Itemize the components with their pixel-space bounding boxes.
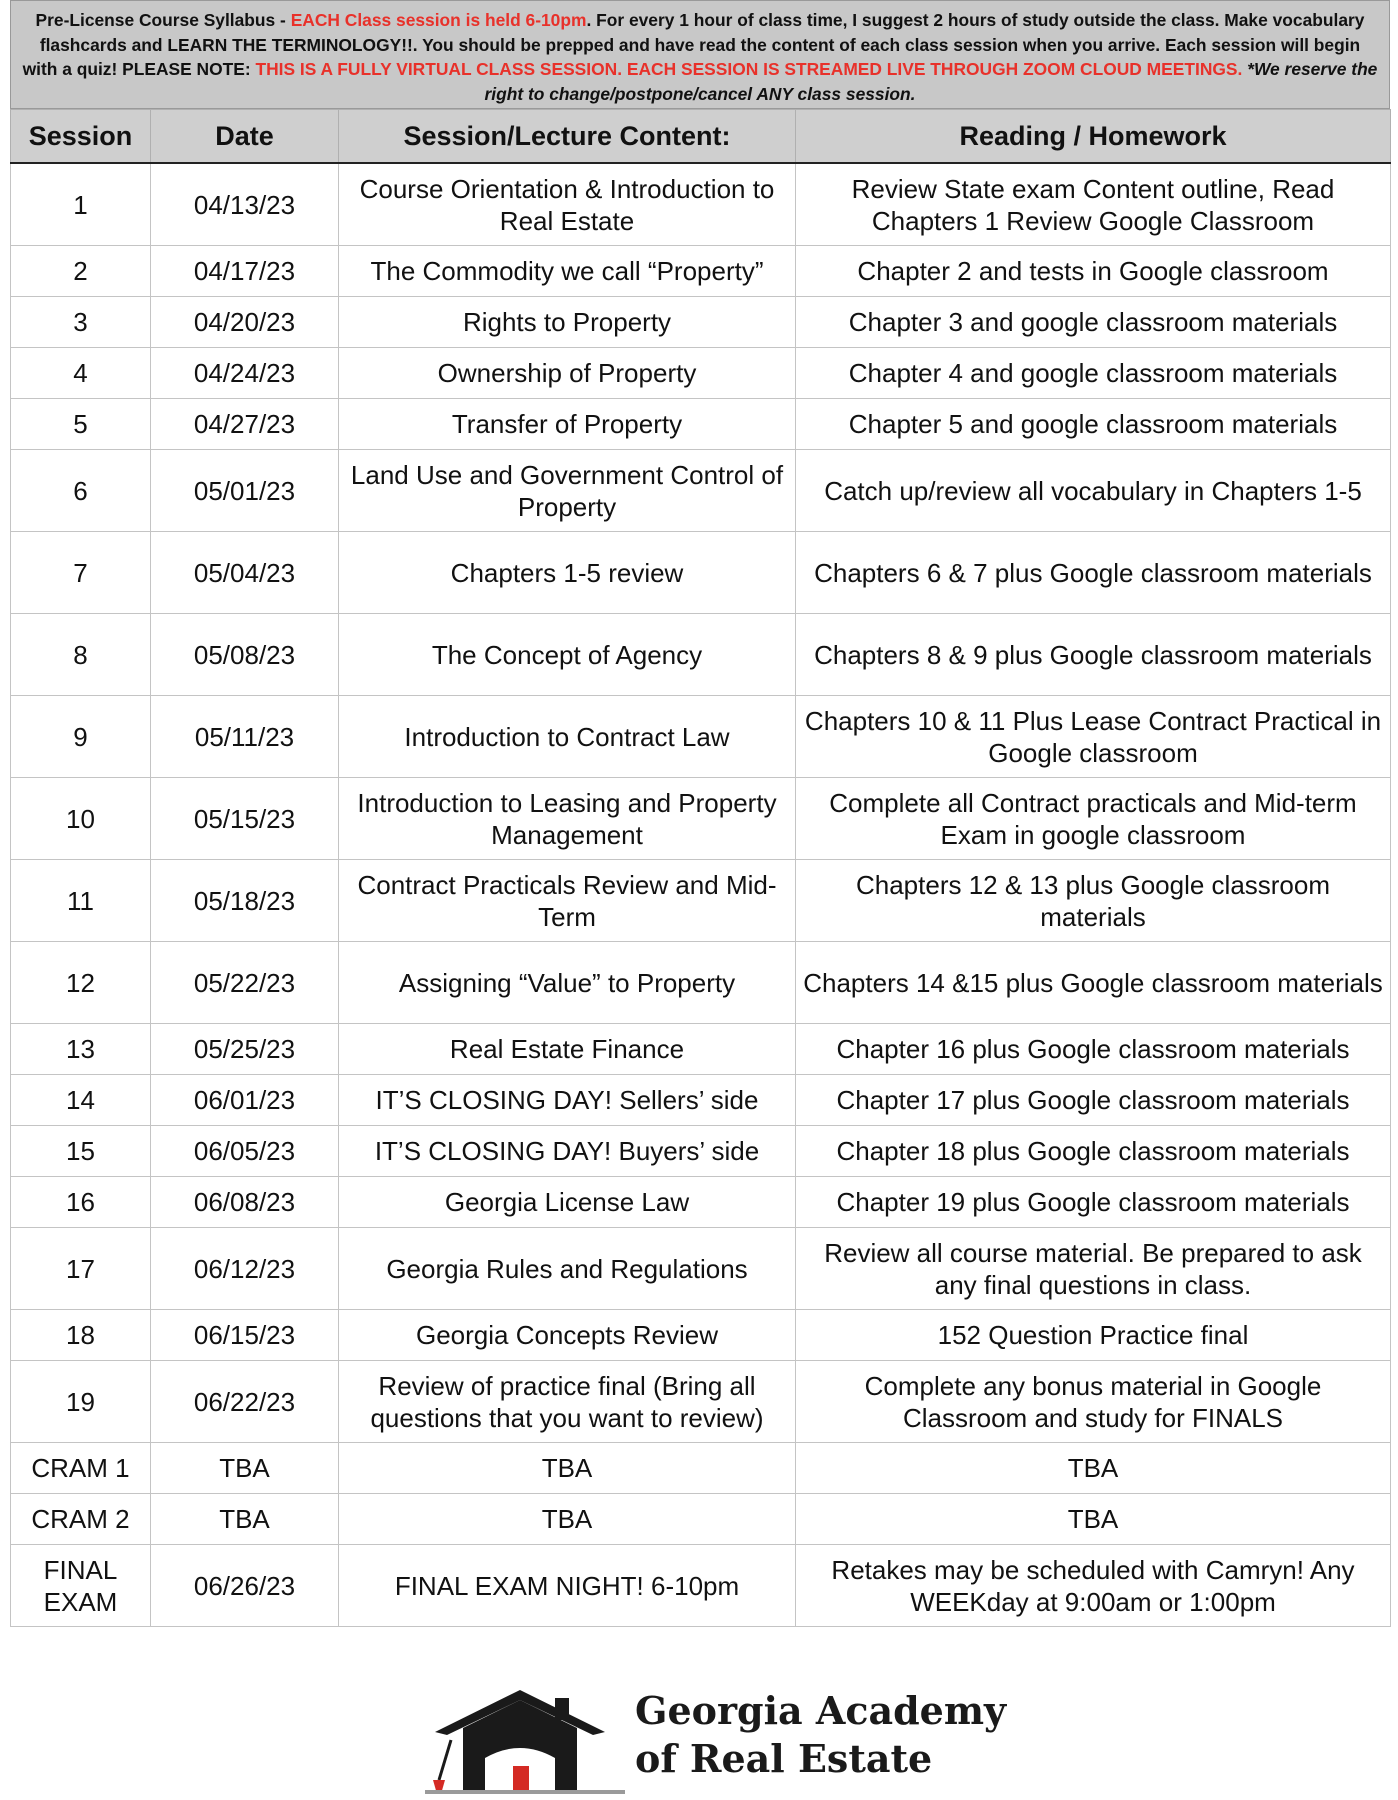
table-header-row [11,110,1391,164]
session-cell: 10 [11,778,151,860]
content-cell: TBA [339,1443,796,1494]
column-header-date: Date [151,110,339,164]
table-row [11,1310,1391,1361]
table-row [11,246,1391,297]
homework-cell: Chapter 17 plus Google classroom materials [796,1075,1391,1126]
header-disclaimer: *We reserve the right to change/postpone/cancel ANY class session. [484,59,1378,104]
table-row [11,1361,1391,1443]
date-cell: 05/08/23 [151,614,339,696]
table-row [11,532,1391,614]
logo-text-line1: Georgia Academy [635,1688,1007,1733]
column-header-session: Session [11,110,151,164]
column-header-content: Session/Lecture Content: [339,110,796,164]
table-row [11,1177,1391,1228]
syllabus-sheet [10,0,1390,1627]
syllabus-table [10,109,1391,1627]
content-cell: Review of practice final (Bring all questions that you want to review) [339,1361,796,1443]
date-cell: 06/05/23 [151,1126,339,1177]
homework-cell: Chapters 12 & 13 plus Google classroom materials [796,860,1391,942]
session-cell: CRAM 1 [11,1443,151,1494]
date-cell: 05/15/23 [151,778,339,860]
table-row [11,1494,1391,1545]
homework-cell: Chapters 6 & 7 plus Google classroom materials [796,532,1391,614]
date-cell: 04/27/23 [151,399,339,450]
header-intro: Pre-License Course Syllabus - [35,10,291,30]
date-cell: 06/22/23 [151,1361,339,1443]
date-cell: 06/01/23 [151,1075,339,1126]
content-cell: Georgia Concepts Review [339,1310,796,1361]
session-cell: 15 [11,1126,151,1177]
date-cell: 04/17/23 [151,246,339,297]
homework-cell: Chapter 18 plus Google classroom materials [796,1126,1391,1177]
content-cell: Land Use and Government Control of Property [339,450,796,532]
session-cell: 19 [11,1361,151,1443]
homework-cell: Chapter 16 plus Google classroom materials [796,1024,1391,1075]
session-cell: 11 [11,860,151,942]
date-cell: 04/20/23 [151,297,339,348]
content-cell: Introduction to Contract Law [339,696,796,778]
homework-cell: Chapters 10 & 11 Plus Lease Contract Practical in Google classroom [796,696,1391,778]
content-cell: The Commodity we call “Property” [339,246,796,297]
content-cell: Georgia Rules and Regulations [339,1228,796,1310]
table-row [11,163,1391,246]
table-row [11,1545,1391,1627]
session-cell: 12 [11,942,151,1024]
content-cell: TBA [339,1494,796,1545]
session-cell: 2 [11,246,151,297]
table-row [11,942,1391,1024]
homework-cell: Catch up/review all vocabulary in Chapters 1-5 [796,450,1391,532]
homework-cell: Chapter 3 and google classroom materials [796,297,1391,348]
homework-cell: Retakes may be scheduled with Camryn! Any WEEKday at 9:00am or 1:00pm [796,1545,1391,1627]
table-row [11,1126,1391,1177]
syllabus-header-note [10,0,1390,109]
house-graduation-cap-icon [425,1688,625,1798]
date-cell: TBA [151,1494,339,1545]
content-cell: Assigning “Value” to Property [339,942,796,1024]
date-cell: 05/11/23 [151,696,339,778]
logo-text-line2: of Real Estate [635,1736,933,1781]
date-cell: 04/13/23 [151,163,339,246]
session-cell: 17 [11,1228,151,1310]
table-row [11,696,1391,778]
homework-cell: Complete all Contract practicals and Mid-term Exam in google classroom [796,778,1391,860]
content-cell: The Concept of Agency [339,614,796,696]
column-header-homework: Reading / Homework [796,110,1391,164]
session-cell: CRAM 2 [11,1494,151,1545]
date-cell: 05/18/23 [151,860,339,942]
session-cell: 3 [11,297,151,348]
content-cell: Real Estate Finance [339,1024,796,1075]
session-cell: 13 [11,1024,151,1075]
content-cell: Rights to Property [339,297,796,348]
homework-cell: TBA [796,1494,1391,1545]
homework-cell: Chapters 8 & 9 plus Google classroom materials [796,614,1391,696]
date-cell: 05/01/23 [151,450,339,532]
session-cell: 9 [11,696,151,778]
date-cell: 04/24/23 [151,348,339,399]
header-virtual-notice: THIS IS A FULLY VIRTUAL CLASS SESSION. EACH SESSION IS STREAMED LIVE THROUGH ZOOM CLOUD MEETINGS. [255,59,1243,79]
date-cell: 06/08/23 [151,1177,339,1228]
content-cell: IT’S CLOSING DAY! Sellers’ side [339,1075,796,1126]
table-row [11,399,1391,450]
content-cell: Georgia License Law [339,1177,796,1228]
date-cell: 06/15/23 [151,1310,339,1361]
session-cell: 16 [11,1177,151,1228]
table-row [11,860,1391,942]
homework-cell: Review State exam Content outline, Read Chapters 1 Review Google Classroom [796,163,1391,246]
content-cell: Contract Practicals Review and Mid-Term [339,860,796,942]
table-row [11,614,1391,696]
homework-cell: Chapter 4 and google classroom materials [796,348,1391,399]
homework-cell: Chapter 19 plus Google classroom materials [796,1177,1391,1228]
session-cell: 7 [11,532,151,614]
session-cell: 5 [11,399,151,450]
academy-logo [425,1688,1007,1798]
content-cell: IT’S CLOSING DAY! Buyers’ side [339,1126,796,1177]
session-cell: FINAL EXAM [11,1545,151,1627]
content-cell: Transfer of Property [339,399,796,450]
date-cell: TBA [151,1443,339,1494]
table-row [11,1024,1391,1075]
table-row [11,1228,1391,1310]
homework-cell: Chapter 2 and tests in Google classroom [796,246,1391,297]
table-row [11,450,1391,532]
session-cell: 8 [11,614,151,696]
content-cell: FINAL EXAM NIGHT! 6-10pm [339,1545,796,1627]
homework-cell: Chapter 5 and google classroom materials [796,399,1391,450]
date-cell: 05/25/23 [151,1024,339,1075]
content-cell: Ownership of Property [339,348,796,399]
homework-cell: Chapters 14 &15 plus Google classroom materials [796,942,1391,1024]
session-cell: 4 [11,348,151,399]
homework-cell: Complete any bonus material in Google Classroom and study for FINALS [796,1361,1391,1443]
table-row [11,1075,1391,1126]
session-cell: 14 [11,1075,151,1126]
homework-cell: TBA [796,1443,1391,1494]
date-cell: 05/04/23 [151,532,339,614]
homework-cell: 152 Question Practice final [796,1310,1391,1361]
content-cell: Course Orientation & Introduction to Real Estate [339,163,796,246]
content-cell: Chapters 1-5 review [339,532,796,614]
header-session-time: EACH Class session is held 6-10pm [290,10,587,30]
header-study-advice: . For every 1 hour of class time, I suggest 2 hours of study outside the class. Make vocabulary flashcards and LEARN THE TERMINOLOGY!!. You should be prepped and have read the content of each class session when you arrive. Each session will begin with a quiz! PLEASE NOTE: [22,10,1365,79]
table-row [11,1443,1391,1494]
content-cell: Introduction to Leasing and Property Management [339,778,796,860]
table-body [11,163,1391,1627]
table-row [11,778,1391,860]
date-cell: 06/26/23 [151,1545,339,1627]
session-cell: 18 [11,1310,151,1361]
table-row [11,297,1391,348]
table-row [11,348,1391,399]
session-cell: 6 [11,450,151,532]
date-cell: 05/22/23 [151,942,339,1024]
homework-cell: Review all course material. Be prepared to ask any final questions in class. [796,1228,1391,1310]
session-cell: 1 [11,163,151,246]
date-cell: 06/12/23 [151,1228,339,1310]
